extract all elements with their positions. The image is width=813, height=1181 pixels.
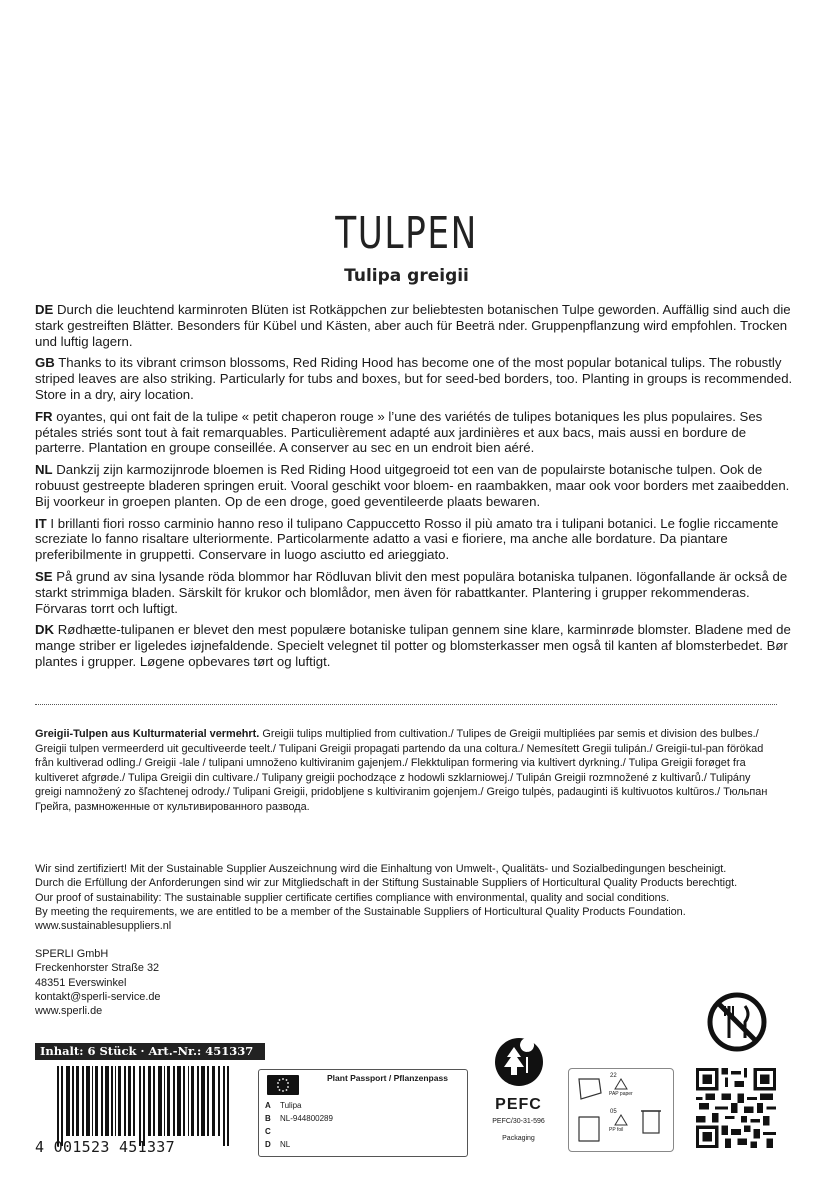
passport-header: Plant Passport / Pflanzenpass [327, 1073, 448, 1083]
cert-line: Wir sind zertifiziert! Mit der Sustainable Supplier Auszeichnung wird die Einhaltung von Umwelt-, Qualitäts- und Sozialbedingungen bescheinigt. [35, 863, 727, 875]
lang-code: GB [35, 355, 55, 371]
company-name: SPERLI GmbH [35, 948, 109, 960]
cultivation-note-text: Greigii tulips multiplied from cultivation./ Tulipes de Greigii multipliées par semis et division des bulbes./ Greigii tulpen vermeerderd uit gecultiveerde teelt./ Tulipani Greigii propagati partendo da una coltura./ Nemesített Gregii tulipán./ Greigii-tul-pan förökad från kultiverad odling./ Greigii -lale / tulipani umnoženo kultiviranim gajenjem./ Flekktulipan formering via kultivert dyrkning./ Tulipa Greigii forøget fra kultiveret afgrøde./ Tulipa Greigii din cultivare./ Tulipany greigii pochodzące z hodowli szklarniowej./ Tulipán Greigii rozmnožené z kultivarů./ Tulipány greigi namnožený zo šľachtenej odrody./ Tulipani Greigii, pridobljene s kultiviranim gojenjem./ Greigo tulpės, padauginti iš kultivuotos kultūros./ Тюльпан Грейга, размноженные от культивированного развода. [35, 728, 768, 813]
pefc-tree-icon [489, 1037, 549, 1087]
description-dk [35, 622, 795, 669]
description-list [35, 302, 795, 676]
pefc-name: PEFC [495, 1096, 542, 1113]
barcode [35, 1066, 235, 1158]
lang-code: DE [35, 302, 54, 317]
passport-row-d: D NL [265, 1140, 291, 1149]
passport-row-a: A Tulipa [265, 1101, 302, 1110]
eu-flag-icon [267, 1075, 299, 1095]
recycling-icons [569, 1069, 673, 1151]
cert-line: By meeting the requirements, we are entitled to be a member of the Sustainable Suppliers of Horticultural Quality Products Foundation. [35, 905, 686, 918]
cert-url: www.sustainablesuppliers.nl [35, 920, 172, 933]
lang-code: IT [35, 515, 47, 531]
qr-code [696, 1068, 776, 1148]
recycle-top-label: PAP paper [609, 1091, 633, 1097]
city: 48351 Everswinkel [35, 976, 127, 989]
content-bar: Inhalt: 6 Stück · Art.-Nr.: 451337 [35, 1043, 265, 1060]
description-de [35, 302, 795, 349]
recycle-bot-label: PP foil [609, 1127, 624, 1133]
pefc-code: PEFC/30-31-596 [492, 1118, 545, 1125]
website: www.sperli.de [35, 1005, 103, 1018]
not-for-consumption-icon [697, 992, 777, 1052]
barcode-digits: 4 001523 451337 [35, 1138, 175, 1156]
description-gb [35, 355, 795, 402]
lang-text: I brillanti fiori rosso carminio hanno reso il tulipano Cappuccetto Rosso il più amato tra i tulipani botanici. Le foglie riccamente screziate lo fanno risaltare ulteriormente. Particolarmente adatto a vasi e fioriere, ma anche alle bordature. Da piantare preferibilmente in gruppetti. Conservare in luogo asciutto ed arieggiato. [35, 515, 779, 563]
description-it [35, 516, 795, 563]
pefc-label: Packaging [502, 1135, 535, 1142]
cert-line: Our proof of sustainability: The sustainable supplier certificate certifies compliance with environmental, quality and social conditions. [35, 891, 670, 904]
company-address [35, 947, 435, 1018]
lang-text: Dankzij zijn karmozijnrode bloemen is Red Riding Hood uitgegroeid tot een van de populairste botanische tulpen. Ook de robuust gestreepte bladeren springen eruit. Vooral geschikt voor bloem- en raambakken, maar ook voor borders met zaaibedden. Bij voorkeur in groepen planten. Op de een droge, goed geventileerde plaats bewaren. [35, 462, 790, 509]
lang-code: FR [35, 408, 53, 424]
recycle-bot-num: 05 [610, 1109, 617, 1115]
lang-code: SE [35, 568, 53, 584]
page-title: TULPEN [335, 208, 478, 259]
street: Freckenhorster Straße 32 [35, 962, 160, 975]
lang-text: Durch die leuchtend karminroten Blüten ist Rotkäppchen zur beliebtesten botanischen Tulpe geworden. Auffällig sind auch die stark gestreiften Blätter. Besonders für Kübel und Kästen, aber auch für Beeträ nder. Gruppenpflanzung wird empfohlen. Trocken und luftig lagern. [35, 302, 791, 349]
description-se [35, 569, 795, 616]
page-subtitle: Tulipa greigii [344, 266, 469, 286]
description-fr [35, 409, 795, 456]
plant-passport [258, 1069, 468, 1157]
description-nl [35, 462, 795, 509]
lang-text: På grund av sina lysande röda blommor har Rödluvan blivit den mest populära botaniska tulpanen. Iögonfallande är också de starkt strimmiga bladen. Särskilt för krukor och blomlådor, men även för rabattkanter. Plantering i grupper rekommenderas. Förvaras torrt och luftigt. [35, 568, 788, 616]
dotted-divider [35, 704, 777, 705]
pefc-logo [486, 1037, 551, 1152]
cert-line: Durch die Erfüllung der Anforderungen sind wir zur Mitgliedschaft in der Stiftung Sustainable Suppliers of Horticultural Quality Products berechtigt. [35, 877, 738, 890]
lang-text: oyantes, qui ont fait de la tulipe « petit chaperon rouge » l’une des variétés de tulipes botaniques les plus populaires. Ses pétales striés sont tout à fait remarquables. Particulièrement adapté aux jardinières et aux bacs, mais aussi en bordure de parterre. Plantation en groupe conseillée. A conserver au sec en un endroit bien aéré. [35, 408, 763, 456]
passport-row-b: B NL-944800289 [265, 1114, 333, 1123]
lang-code: DK [35, 622, 55, 638]
passport-row-c: C [265, 1127, 271, 1136]
recycle-top-num: 22 [610, 1073, 617, 1079]
lang-text: Rødhætte-tulipanen er blevet den mest populære botaniske tulipan gennem sine klare, karminrøde blomster. Bladene med de mange striber er ligeledes iøjnefaldende. Specielt velegnet til potter og blomsterkasser men også til kanten af blomsterbedet. Bør plantes i grupper. Løgene opbevares tørt og luftigt. [35, 622, 791, 669]
barcode-bars [57, 1066, 232, 1146]
cultivation-note-lead: Greigii-Tulpen aus Kulturmaterial vermehrt. [35, 728, 260, 740]
lang-text: Thanks to its vibrant crimson blossoms, Red Riding Hood has become one of the most popular botanical tulips. The robustly striped leaves are also striking. Particularly for tubs and boxes, but for seed-bed borders, too. Planting in groups is recommended. Store in a dry, airy location. [35, 355, 793, 402]
recycling-info [568, 1068, 674, 1152]
certification-block [35, 862, 795, 933]
email: kontakt@sperli-service.de [35, 990, 161, 1003]
lang-code: NL [35, 462, 53, 478]
cultivation-note [35, 727, 780, 815]
